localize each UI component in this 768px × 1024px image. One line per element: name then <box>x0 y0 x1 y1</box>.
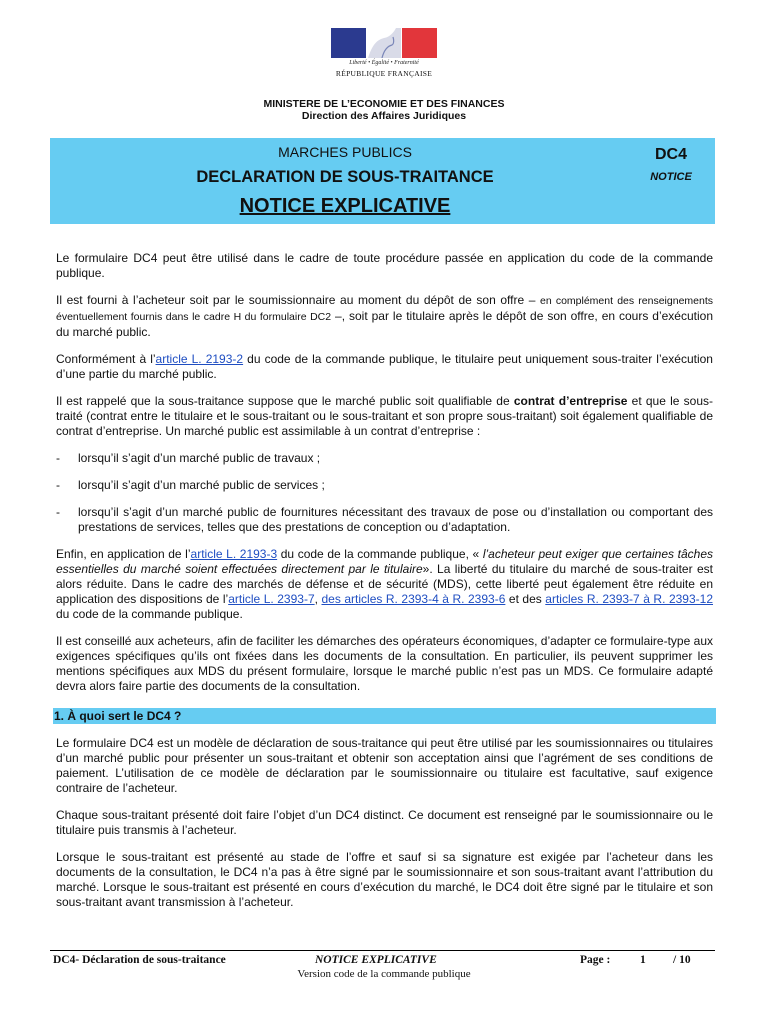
title-banner <box>50 138 715 224</box>
paragraph-conformity: Conformément à l’article L. 2193-2 du code de la commande publique, le titulaire peut uniquement sous-traiter l’exécution d’une partie du marché public. <box>56 352 713 381</box>
paragraph-contract: Il est rappelé que la sous-traitance suppose que le marché public soit qualifiable de contrat d’entreprise et que le sous-traité (contrat entre le titulaire et le sous-traitant ou le sous-traitant et son propre sous-traitant) soit également qualifiable de contrat d’entreprise. Un marché public est assimilable à un contrat d’entreprise : <box>56 394 713 438</box>
marianne-profile-icon <box>366 28 401 58</box>
banner-subtitle: MARCHES PUBLICS <box>278 144 412 160</box>
form-code-sub: NOTICE <box>650 171 692 183</box>
paragraph-provision: Il est fourni à l’acheteur soit par le soumissionnaire au moment du dépôt de son offre – en complément des renseignements éventuellement fournis dans le cadre H du formulaire DC2 –, soit par le titulaire après le dépôt de son offre, en cours d’exécution du marché public. <box>56 293 713 339</box>
footer-version: Version code de la commande publique <box>297 968 471 980</box>
link-article-l2193-3[interactable]: article L. 2193-3 <box>190 547 278 561</box>
footer-page-total: / 10 <box>673 954 691 966</box>
motto: Liberté • Égalité • Fraternité <box>349 60 419 66</box>
banner-notice-title: NOTICE EXPLICATIVE <box>239 195 451 217</box>
form-code: DC4 <box>654 146 687 163</box>
banner-declaration: DECLARATION DE SOUS-TRAITANCE <box>196 168 494 186</box>
marianne-logo <box>331 28 437 88</box>
direction-title: Direction des Affaires Juridiques <box>301 110 467 122</box>
link-articles-r2393-7-12[interactable]: articles R. 2393-7 à R. 2393-12 <box>545 592 713 606</box>
footer-page-label: Page : <box>580 954 611 966</box>
page-footer <box>50 954 715 969</box>
list-item: - lorsqu’il s’agit d’un marché public de services ; <box>56 478 325 492</box>
paragraph-intro: Le formulaire DC4 peut être utilisé dans le cadre de toute procédure passée en application du code de la commande publique. <box>56 251 713 280</box>
link-article-l2393-7[interactable]: article L. 2393-7 <box>228 592 315 606</box>
list-item: - lorsqu’il s’agit d’un marché public de travaux ; <box>56 451 321 465</box>
tricolor-flag <box>331 28 437 58</box>
republic-label: RÉPUBLIQUE FRANÇAISE <box>335 69 433 78</box>
link-articles-r2393-4-6[interactable]: des articles R. 2393-4 à R. 2393-6 <box>321 592 506 606</box>
link-article-l2193-2[interactable]: article L. 2193-2 <box>155 352 244 366</box>
footer-notice: NOTICE EXPLICATIVE <box>315 954 437 966</box>
paragraph-section1-signature: Lorsque le sous-traitant est présenté au stade de l’offre et sauf si sa signature est exigée par l’acheteur dans les documents de la consultation, le DC4 n’a pas à être signé par le soumissionnaire et son sous-traitant avant l’attribution du marché. Lorsque le sous-traitant est présenté en cours d’exécution du marché, le DC4 doit être signé par le titulaire et son sous-traitant avant transmission à l’acheteur. <box>56 850 713 909</box>
notice-body <box>56 251 713 922</box>
section-1-heading: 1. À quoi sert le DC4 ? <box>53 708 716 724</box>
footer-doc-title: DC4- Déclaration de sous-traitance <box>53 954 226 966</box>
paragraph-restrictions: Enfin, en application de l’article L. 2193-3 du code de la commande publique, « l’acheteur peut exiger que certaines tâches essentielles du marché soient effectuées directement par le titulaire». La liberté du titulaire du marché de sous-traiter est alors réduite. Dans le cadre des marchés de défense et de sécurité (MDS), cette liberté peut également être réduite en application des dispositions de l’article L. 2393-7, des articles R. 2393-4 à R. 2393-6 et des articles R. 2393-7 à R. 2393-12 du code de la commande publique. <box>56 547 713 621</box>
paragraph-advice: Il est conseillé aux acheteurs, afin de faciliter les démarches des opérateurs économiques, d’adapter ce formulaire-type aux exigences spécifiques qu’ils ont fixées dans les documents de la consultation. En particulier, ils peuvent supprimer les mentions spécifiques aux MDS du présent formulaire, lorsque le marché public n’est pas un MDS. Ce formulaire adapté devra alors faire partie des documents de la consultation. <box>56 634 713 693</box>
paragraph-section1-distinct: Chaque sous-traitant présenté doit faire l’objet d’un DC4 distinct. Ce document est renseigné par le soumissionnaire ou le titulaire puis transmis à l’acheteur. <box>56 808 713 837</box>
ministry-title: MINISTERE DE L’ECONOMIE ET DES FINANCES <box>263 98 505 110</box>
footer-divider <box>50 950 715 951</box>
footer-page-current: 1 <box>640 954 646 966</box>
list-item: - lorsqu’il s’agit d’un marché public de fournitures nécessitant des travaux de pose ou d’installation ou comportant des prestations de services, telles que des prestations de conception ou d’adaptation. <box>56 505 713 534</box>
paragraph-section1-purpose: Le formulaire DC4 est un modèle de déclaration de sous-traitance qui peut être utilisé par les soumissionnaires ou titulaires d’un marché public pour présenter un sous-traitant et obtenir son acceptation ainsi que l’agrément de ses conditions de paiement. L’utilisation de ce modèle de déclaration par le soumissionnaire ou titulaire est facultative, sauf exigence contraire de l’acheteur. <box>56 736 713 795</box>
